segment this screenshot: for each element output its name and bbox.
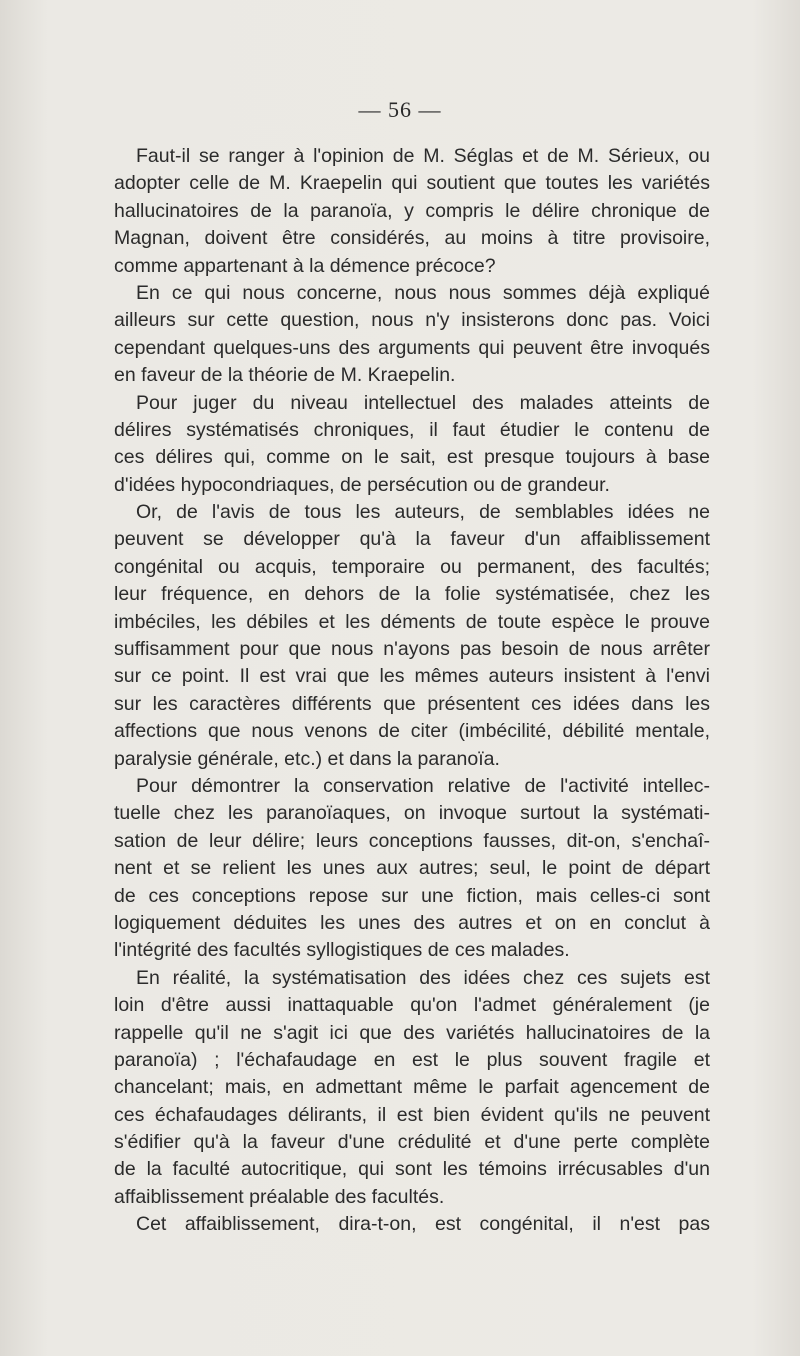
text-line: nent et se relient les unes aux autres; seul, le point de départ: [114, 857, 710, 880]
text-line: tuelle chez les paranoïaques, on invoque surtout la systémati-: [114, 802, 710, 825]
text-line: rappelle qu'il ne s'agit ici que des variétés hallucinatoires de la: [114, 1021, 710, 1044]
text-line: affections que nous venons de citer (imbécilité, débilité mentale,: [114, 720, 710, 743]
text-line: de la faculté autocritique, qui sont les témoins irrécusables d'un: [114, 1158, 710, 1181]
text-line: En ce qui nous concerne, nous nous sommes déjà expliqué: [136, 281, 710, 304]
text-line: ailleurs sur cette question, nous n'y insisterons donc pas. Voici: [114, 309, 710, 332]
body-text: [114, 143, 710, 1239]
text-line: sation de leur délire; leurs conceptions fausses, dit-on, s'enchaî-: [114, 829, 710, 852]
text-line: peuvent se développer qu'à la faveur d'un affaiblissement: [114, 528, 710, 551]
text-line: sur ce point. Il est vrai que les mêmes auteurs insistent à l'envi: [114, 665, 710, 688]
text-line: s'édifier qu'à la faveur d'une crédulité et d'une perte complète: [114, 1131, 710, 1154]
text-line: cependant quelques-uns des arguments qui peuvent être invoqués: [114, 336, 710, 359]
text-line: en faveur de la théorie de M. Kraepelin.: [114, 364, 456, 387]
paragraph: [114, 773, 710, 965]
text-line: logiquement déduites les unes des autres et on en conclut à: [114, 911, 710, 934]
text-line: imbéciles, les débiles et les déments de toute espèce le prouve: [114, 610, 710, 633]
text-line: leur fréquence, en dehors de la folie systématisée, chez les: [114, 583, 710, 606]
text-line: chancelant; mais, en admettant même le parfait agencement de: [114, 1076, 710, 1099]
text-line: ces délires qui, comme on le sait, est presque toujours à base: [114, 446, 710, 469]
text-line: Faut-il se ranger à l'opinion de M. Séglas et de M. Sérieux, ou: [136, 145, 710, 167]
text-line: d'idées hypocondriaques, de persécution ou de grandeur.: [114, 473, 610, 496]
paragraph: [114, 965, 710, 1212]
text-line: En réalité, la systématisation des idées chez ces sujets est: [136, 966, 710, 989]
text-line: paranoïa) ; l'échafaudage en est le plus souvent fragile et: [114, 1048, 710, 1071]
text-line: comme appartenant à la démence précoce?: [114, 254, 496, 277]
paragraph: [114, 1211, 710, 1238]
text-line: Cet affaiblissement, dira-t-on, est congénital, il n'est pas: [136, 1213, 710, 1236]
paragraph: [114, 280, 710, 390]
text-line: Pour juger du niveau intellectuel des malades atteints de: [136, 391, 710, 414]
text-line: sur les caractères différents que présentent ces idées dans les: [114, 692, 710, 715]
text-line: Or, de l'avis de tous les auteurs, de semblables idées ne: [136, 501, 710, 524]
text-line: paralysie générale, etc.) et dans la paranoïa.: [114, 747, 500, 770]
text-line: l'intégrité des facultés syllogistiques de ces malades.: [114, 939, 570, 962]
text-line: délires systématisés chroniques, il faut étudier le contenu de: [114, 418, 710, 441]
paragraph: [114, 390, 710, 500]
page-number: — 56 —: [358, 97, 442, 122]
text-line: ces échafaudages délirants, il est bien évident qu'ils ne peuvent: [114, 1103, 710, 1126]
paragraph: [114, 499, 710, 773]
text-line: hallucinatoires de la paranoïa, y compris le délire chronique de: [114, 199, 710, 222]
text-line: adopter celle de M. Kraepelin qui soutient que toutes les variétés: [114, 172, 710, 195]
text-line: Magnan, doivent être considérés, au moins à titre provisoire,: [114, 227, 710, 250]
text-line: loin d'être aussi inattaquable qu'on l'admet généralement (je: [114, 994, 710, 1017]
text-line: suffisamment pour que nous n'ayons pas besoin de nous arrêter: [114, 638, 710, 661]
text-line: Pour démontrer la conservation relative de l'activité intellec-: [136, 774, 710, 797]
text-line: de ces conceptions repose sur une fiction, mais celles-ci sont: [114, 884, 710, 907]
text-line: affaiblissement préalable des facultés.: [114, 1185, 445, 1208]
text-line: congénital ou acquis, temporaire ou permanent, des facultés;: [114, 555, 710, 578]
paragraph: [114, 143, 710, 280]
